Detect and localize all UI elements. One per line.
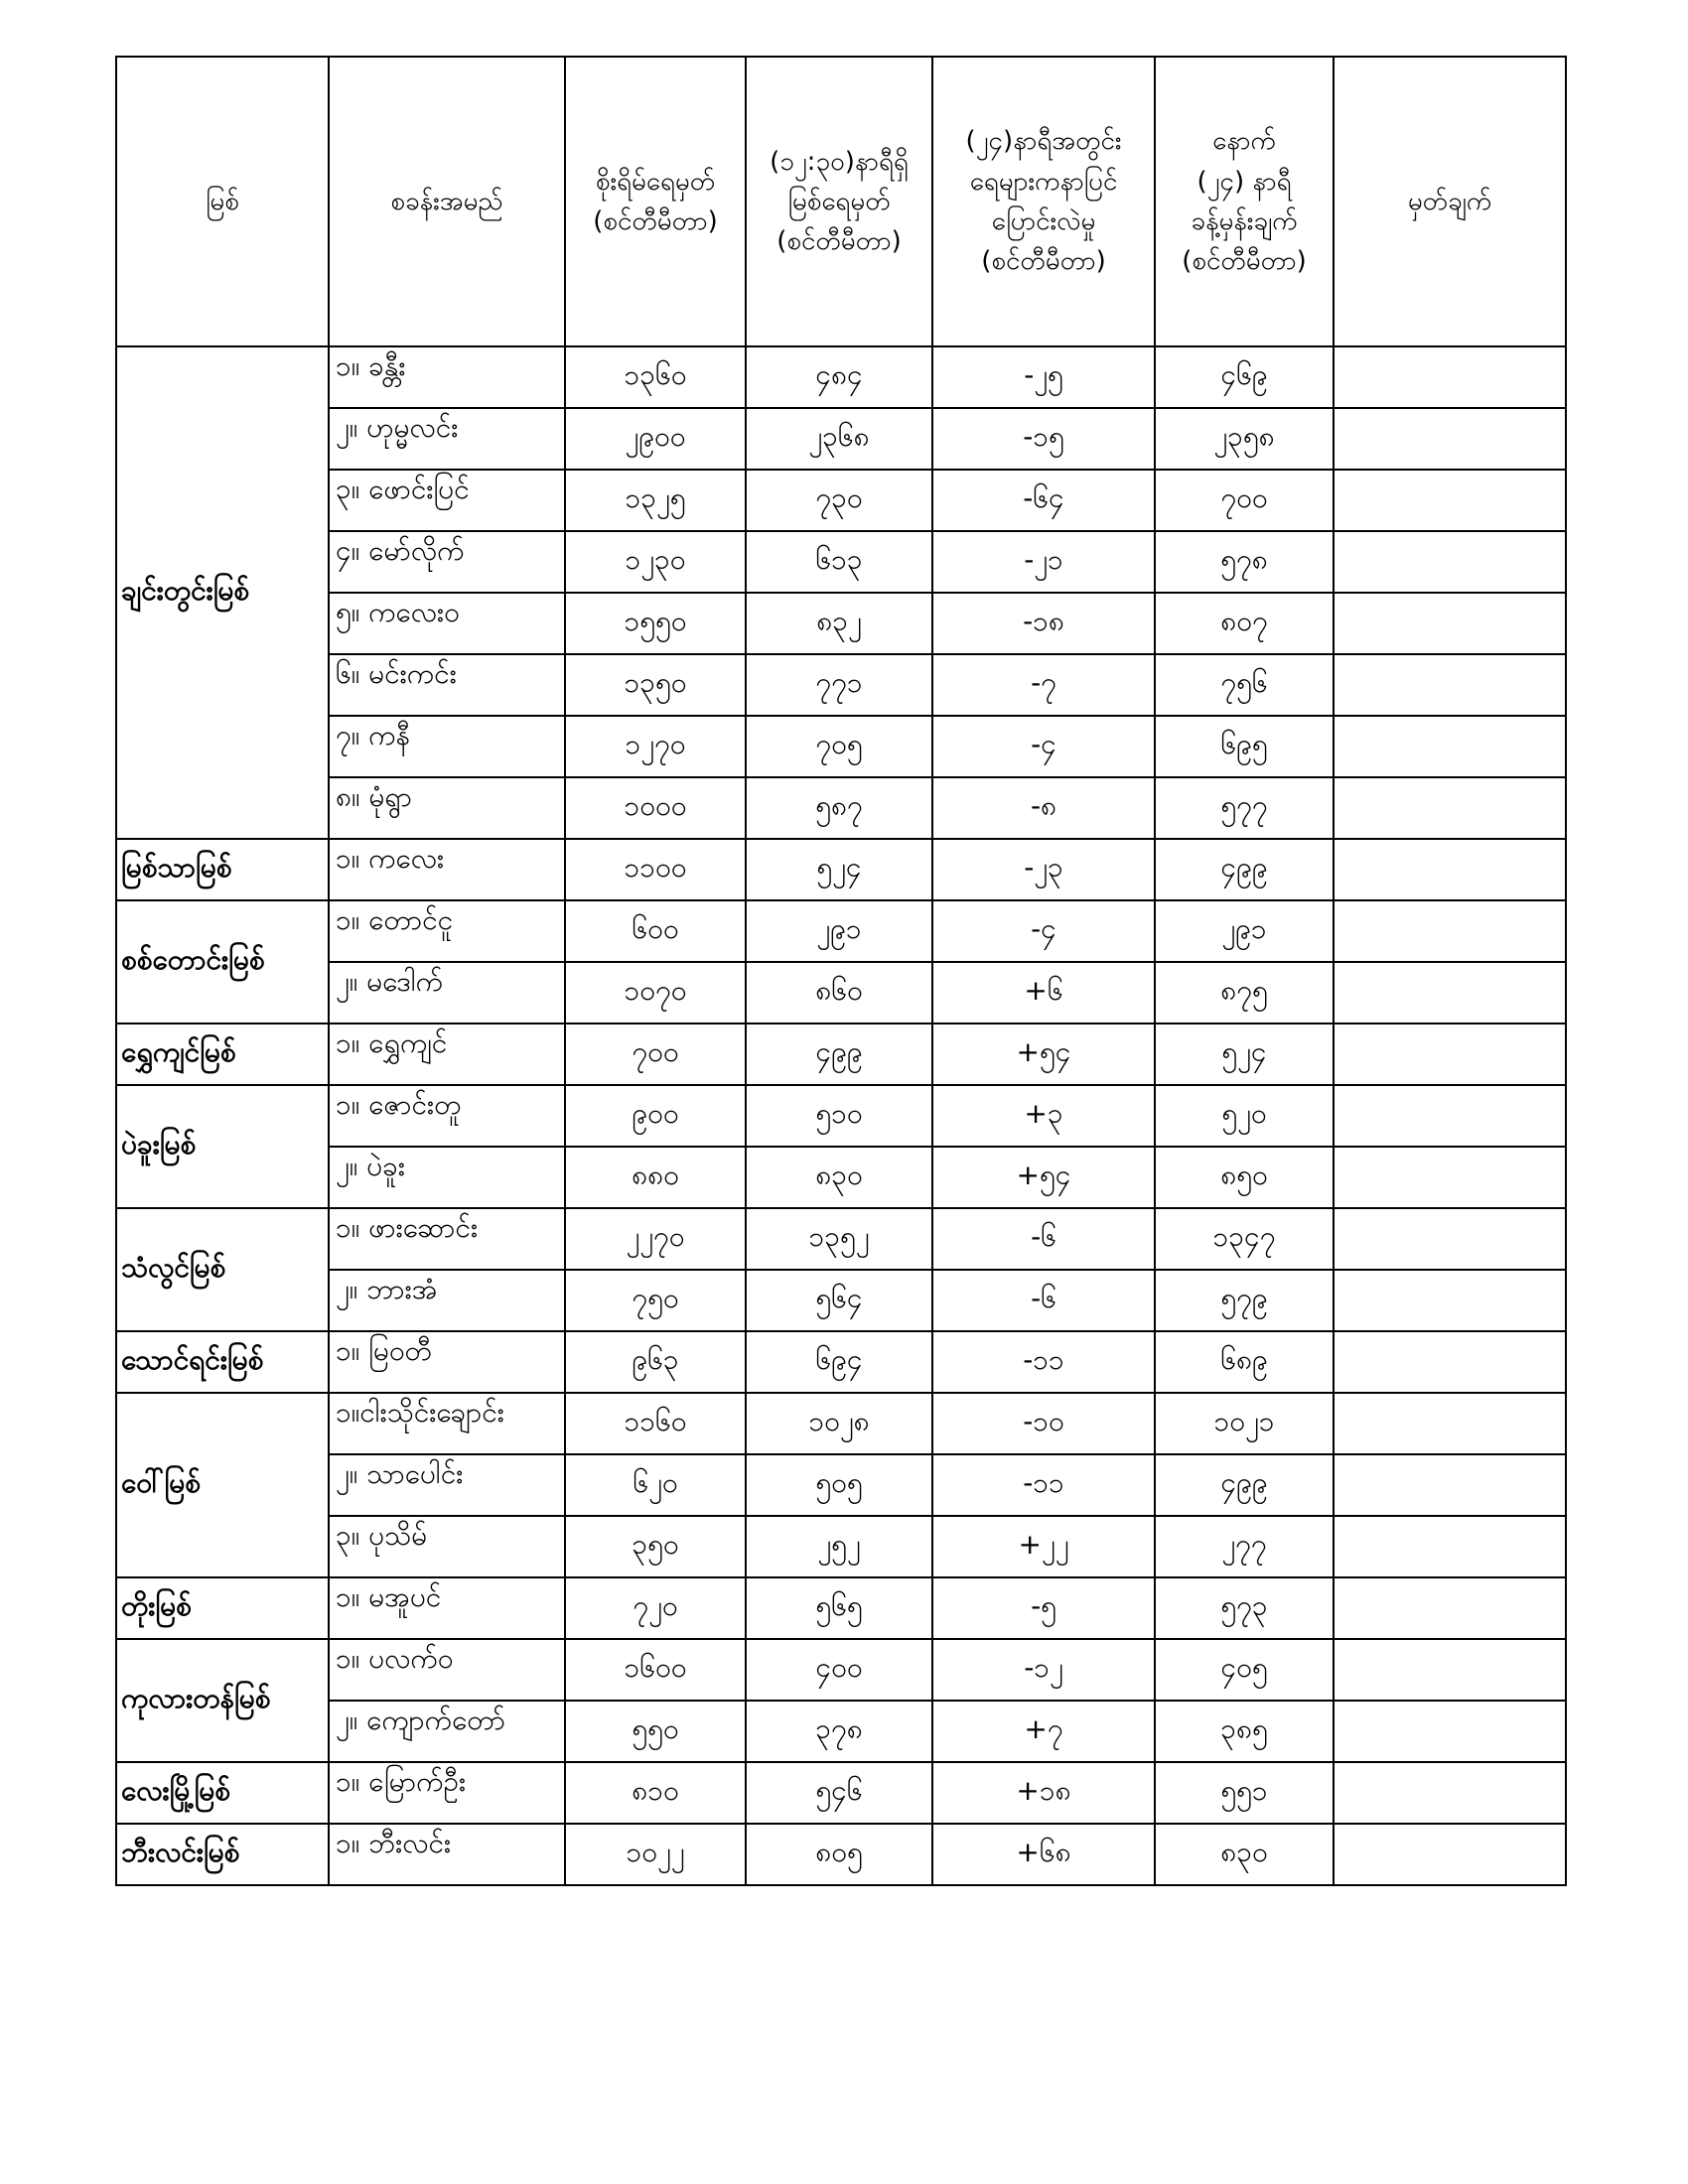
- remark-cell: [1334, 531, 1566, 593]
- change-cell: +၅၄: [932, 1147, 1155, 1208]
- header-station: [329, 57, 565, 346]
- header-line: နောက်: [1212, 126, 1276, 157]
- header-line: စခန်းအမည်: [390, 186, 503, 216]
- current-level-cell: ၂၉၁: [746, 900, 932, 962]
- header-line: ခန့်မှန်းချက်: [1191, 206, 1298, 236]
- header-line: မြစ်ရေမှတ်: [787, 186, 891, 216]
- header-line: မှတ်ချက်: [1407, 186, 1492, 216]
- remark-cell: [1334, 839, 1566, 900]
- header-line: စိုးရိမ်ရေမှတ်: [595, 166, 716, 197]
- change-cell: -၆: [932, 1208, 1155, 1270]
- river-name: ကုလားတန်မြစ်: [116, 1639, 329, 1762]
- station-name: ၁။ ဇောင်းတူ: [329, 1085, 565, 1147]
- danger-level-cell: ၁၂၇၀: [565, 716, 746, 777]
- current-level-cell: ၇၃၀: [746, 470, 932, 531]
- danger-level-cell: ၆၂၀: [565, 1454, 746, 1516]
- table-row: [116, 1270, 1566, 1331]
- current-level-cell: ၄၉၉: [746, 1024, 932, 1085]
- station-name: ၁။ ရွှေကျင်: [329, 1024, 565, 1085]
- change-cell: -၁၅: [932, 408, 1155, 470]
- current-level-cell: ၈၀၅: [746, 1824, 932, 1885]
- station-name: ၁။ ပလက်ဝ: [329, 1639, 565, 1701]
- danger-level-cell: ၉၆၃: [565, 1331, 746, 1393]
- table-row: [116, 1516, 1566, 1577]
- remark-cell: [1334, 1454, 1566, 1516]
- change-cell: -၁၂: [932, 1639, 1155, 1701]
- station-name: ၅။ ကလေးဝ: [329, 593, 565, 654]
- table-row: [116, 1331, 1566, 1393]
- table-row: [116, 1393, 1566, 1454]
- river-name: လေးမြို့မြစ်: [116, 1762, 329, 1824]
- danger-level-cell: ၁၀၀၀: [565, 777, 746, 839]
- station-name: ၇။ ကနီ: [329, 716, 565, 777]
- station-name: ၃။ ဖောင်းပြင်: [329, 470, 565, 531]
- current-level-cell: ၂၃၆၈: [746, 408, 932, 470]
- header-line: (စင်တီမီတာ): [981, 246, 1106, 277]
- river-name: တိုးမြစ်: [116, 1577, 329, 1639]
- current-level-cell: ၁၃၅၂: [746, 1208, 932, 1270]
- change-cell: +၁၈: [932, 1762, 1155, 1824]
- danger-level-cell: ၇၀၀: [565, 1024, 746, 1085]
- river-name: ပဲခူးမြစ်: [116, 1085, 329, 1208]
- table-row: [116, 1701, 1566, 1762]
- change-cell: +၂၂: [932, 1516, 1155, 1577]
- change-cell: -၇: [932, 654, 1155, 716]
- header-line: ပြောင်းလဲမှု: [991, 206, 1096, 236]
- remark-cell: [1334, 1147, 1566, 1208]
- forecast-cell: ၅၇၃: [1155, 1577, 1334, 1639]
- station-name: ၂။ ဟုမ္မလင်း: [329, 408, 565, 470]
- danger-level-cell: ၁၃၂၅: [565, 470, 746, 531]
- remark-cell: [1334, 654, 1566, 716]
- table-row: [116, 346, 1566, 408]
- table-row: [116, 654, 1566, 716]
- remark-cell: [1334, 777, 1566, 839]
- current-level-cell: ၆၁၃: [746, 531, 932, 593]
- danger-level-cell: ၆၀၀: [565, 900, 746, 962]
- danger-level-cell: ၁၅၅၀: [565, 593, 746, 654]
- forecast-cell: ၄၆၉: [1155, 346, 1334, 408]
- remark-cell: [1334, 408, 1566, 470]
- current-level-cell: ၈၃၀: [746, 1147, 932, 1208]
- station-name: ၁။ မြောက်ဦး: [329, 1762, 565, 1824]
- table-row: [116, 900, 1566, 962]
- current-level-cell: ၅၄၆: [746, 1762, 932, 1824]
- current-level-cell: ၈၆၀: [746, 962, 932, 1024]
- remark-cell: [1334, 716, 1566, 777]
- current-level-cell: ၈၃၂: [746, 593, 932, 654]
- danger-level-cell: ၁၆၀၀: [565, 1639, 746, 1701]
- danger-level-cell: ၂၉၀၀: [565, 408, 746, 470]
- current-level-cell: ၅၁၀: [746, 1085, 932, 1147]
- station-name: ၂။ ပဲခူး: [329, 1147, 565, 1208]
- forecast-cell: ၄၉၉: [1155, 839, 1334, 900]
- change-cell: -၆: [932, 1270, 1155, 1331]
- table-row: [116, 1085, 1566, 1147]
- danger-level-cell: ၉၀၀: [565, 1085, 746, 1147]
- current-level-cell: ၅၆၅: [746, 1577, 932, 1639]
- remark-cell: [1334, 593, 1566, 654]
- remark-cell: [1334, 1024, 1566, 1085]
- remark-cell: [1334, 1639, 1566, 1701]
- current-level-cell: ၇၇၁: [746, 654, 932, 716]
- station-name: ၈။ မုံရွာ: [329, 777, 565, 839]
- station-name: ၃။ ပုသိမ်: [329, 1516, 565, 1577]
- river-name: သောင်ရင်းမြစ်: [116, 1331, 329, 1393]
- river-name: သံလွင်မြစ်: [116, 1208, 329, 1331]
- table-row: [116, 1208, 1566, 1270]
- forecast-cell: ၂၉၁: [1155, 900, 1334, 962]
- change-cell: -၁၈: [932, 593, 1155, 654]
- change-cell: +၆၈: [932, 1824, 1155, 1885]
- table-row: [116, 777, 1566, 839]
- danger-level-cell: ၃၅၀: [565, 1516, 746, 1577]
- station-name: ၂။ သာပေါင်း: [329, 1454, 565, 1516]
- remark-cell: [1334, 1701, 1566, 1762]
- table-row: [116, 962, 1566, 1024]
- forecast-cell: ၅၂၀: [1155, 1085, 1334, 1147]
- current-level-cell: ၄၀၀: [746, 1639, 932, 1701]
- danger-level-cell: ၁၁၆၀: [565, 1393, 746, 1454]
- header-line: (စင်တီမီတာ): [593, 206, 718, 236]
- danger-level-cell: ၁၁၀၀: [565, 839, 746, 900]
- danger-level-cell: ၂၂၇၀: [565, 1208, 746, 1270]
- current-level-cell: ၄၈၄: [746, 346, 932, 408]
- header-danger-level: [565, 57, 746, 346]
- river-name: ဝေါ်မြစ်: [116, 1393, 329, 1577]
- remark-cell: [1334, 1393, 1566, 1454]
- header-line: (၂၄)နာရီအတွင်း: [965, 126, 1122, 157]
- station-name: ၂။ ဘားအံ: [329, 1270, 565, 1331]
- remark-cell: [1334, 1516, 1566, 1577]
- station-name: ၂။ မဒေါက်: [329, 962, 565, 1024]
- forecast-cell: ၁၃၄၇: [1155, 1208, 1334, 1270]
- station-name: ၁။ ကလေး: [329, 839, 565, 900]
- header-line: (၂၄) နာရီ: [1196, 166, 1292, 197]
- header-line: မြစ်: [206, 186, 239, 216]
- river-name: ဘီးလင်းမြစ်: [116, 1824, 329, 1885]
- forecast-cell: ၃၈၅: [1155, 1701, 1334, 1762]
- station-name: ၁။ငါးသိုင်းချောင်း: [329, 1393, 565, 1454]
- danger-level-cell: ၅၅၀: [565, 1701, 746, 1762]
- current-level-cell: ၂၅၂: [746, 1516, 932, 1577]
- forecast-cell: ၄၉၉: [1155, 1454, 1334, 1516]
- danger-level-cell: ၁၀၇၀: [565, 962, 746, 1024]
- current-level-cell: ၇၀၅: [746, 716, 932, 777]
- current-level-cell: ၅၈၇: [746, 777, 932, 839]
- current-level-cell: ၃၇၈: [746, 1701, 932, 1762]
- forecast-cell: ၅၇၇: [1155, 777, 1334, 839]
- station-name: ၂။ ကျောက်တော်: [329, 1701, 565, 1762]
- remark-cell: [1334, 470, 1566, 531]
- change-cell: +၃: [932, 1085, 1155, 1147]
- station-name: ၁။ ခန္တီး: [329, 346, 565, 408]
- change-cell: -၁၁: [932, 1331, 1155, 1393]
- table-row: [116, 531, 1566, 593]
- water-level-table: [115, 56, 1567, 1886]
- table-row: [116, 1639, 1566, 1701]
- danger-level-cell: ၁၃၆၀: [565, 346, 746, 408]
- forecast-cell: ၆၉၅: [1155, 716, 1334, 777]
- header-river: [116, 57, 329, 346]
- station-name: ၁။ မြဝတီ: [329, 1331, 565, 1393]
- header-line: (၁၂:၃၀)နာရီရှိ: [770, 146, 909, 177]
- forecast-cell: ၈၇၅: [1155, 962, 1334, 1024]
- station-name: ၄။ မော်လိုက်: [329, 531, 565, 593]
- remark-cell: [1334, 1577, 1566, 1639]
- current-level-cell: ၅၆၄: [746, 1270, 932, 1331]
- forecast-cell: ၂၃၅၈: [1155, 408, 1334, 470]
- header-line: (စင်တီမီတာ): [1182, 246, 1307, 277]
- current-level-cell: ၅၀၅: [746, 1454, 932, 1516]
- forecast-cell: ၂၇၇: [1155, 1516, 1334, 1577]
- change-cell: -၂၅: [932, 346, 1155, 408]
- forecast-cell: ၅၅၁: [1155, 1762, 1334, 1824]
- change-cell: -၂၃: [932, 839, 1155, 900]
- change-cell: -၆၄: [932, 470, 1155, 531]
- station-name: ၁။ မအူပင်: [329, 1577, 565, 1639]
- remark-cell: [1334, 1331, 1566, 1393]
- change-cell: -၂၁: [932, 531, 1155, 593]
- forecast-cell: ၅၂၄: [1155, 1024, 1334, 1085]
- danger-level-cell: ၈၈၀: [565, 1147, 746, 1208]
- forecast-cell: ၇၀၀: [1155, 470, 1334, 531]
- remark-cell: [1334, 1208, 1566, 1270]
- river-name: စစ်တောင်းမြစ်: [116, 900, 329, 1024]
- remark-cell: [1334, 1270, 1566, 1331]
- table-row: [116, 1762, 1566, 1824]
- table-row: [116, 470, 1566, 531]
- table-row: [116, 1024, 1566, 1085]
- remark-cell: [1334, 1085, 1566, 1147]
- remark-cell: [1334, 1762, 1566, 1824]
- change-cell: -၁၁: [932, 1454, 1155, 1516]
- change-cell: +၅၄: [932, 1024, 1155, 1085]
- change-cell: +၇: [932, 1701, 1155, 1762]
- danger-level-cell: ၇၂၀: [565, 1577, 746, 1639]
- forecast-cell: ၄၀၅: [1155, 1639, 1334, 1701]
- table-row: [116, 1577, 1566, 1639]
- station-name: ၁။ တောင်ငူ: [329, 900, 565, 962]
- danger-level-cell: ၈၁၀: [565, 1762, 746, 1824]
- table-body: [116, 346, 1566, 1885]
- change-cell: -၁၀: [932, 1393, 1155, 1454]
- danger-level-cell: ၁၂၃၀: [565, 531, 746, 593]
- forecast-cell: ၇၅၆: [1155, 654, 1334, 716]
- forecast-cell: ၁၀၂၁: [1155, 1393, 1334, 1454]
- remark-cell: [1334, 900, 1566, 962]
- river-name: မြစ်သာမြစ်: [116, 839, 329, 900]
- current-level-cell: ၁၀၂၈: [746, 1393, 932, 1454]
- header-line: ရေများကနာပြင်: [969, 166, 1118, 197]
- river-name: ချင်းတွင်းမြစ်: [116, 346, 329, 839]
- remark-cell: [1334, 346, 1566, 408]
- table-row: [116, 408, 1566, 470]
- header-current-level: [746, 57, 932, 346]
- change-cell: +၆: [932, 962, 1155, 1024]
- table-row: [116, 1454, 1566, 1516]
- forecast-cell: ၅၇၉: [1155, 1270, 1334, 1331]
- station-name: ၆။ မင်းကင်း: [329, 654, 565, 716]
- remark-cell: [1334, 1824, 1566, 1885]
- header-24h-change: [932, 57, 1155, 346]
- table-row: [116, 593, 1566, 654]
- header-line: (စင်တီမီတာ): [776, 226, 902, 257]
- station-name: ၁။ ဖားဆောင်း: [329, 1208, 565, 1270]
- danger-level-cell: ၁၀၂၂: [565, 1824, 746, 1885]
- table-row: [116, 716, 1566, 777]
- change-cell: -၄: [932, 716, 1155, 777]
- forecast-cell: ၈၀၇: [1155, 593, 1334, 654]
- remark-cell: [1334, 962, 1566, 1024]
- table-row: [116, 1147, 1566, 1208]
- station-name: ၁။ ဘီးလင်း: [329, 1824, 565, 1885]
- table-row: [116, 839, 1566, 900]
- header-remark: [1334, 57, 1566, 346]
- danger-level-cell: ၁၃၅၀: [565, 654, 746, 716]
- forecast-cell: ၅၇၈: [1155, 531, 1334, 593]
- change-cell: -၅: [932, 1577, 1155, 1639]
- table-row: [116, 1824, 1566, 1885]
- header-row: [116, 57, 1566, 346]
- current-level-cell: ၆၉၄: [746, 1331, 932, 1393]
- forecast-cell: ၈၃၀: [1155, 1824, 1334, 1885]
- forecast-cell: ၆၈၉: [1155, 1331, 1334, 1393]
- change-cell: -၈: [932, 777, 1155, 839]
- danger-level-cell: ၇၅၀: [565, 1270, 746, 1331]
- change-cell: -၄: [932, 900, 1155, 962]
- current-level-cell: ၅၂၄: [746, 839, 932, 900]
- header-forecast: [1155, 57, 1334, 346]
- forecast-cell: ၈၅၀: [1155, 1147, 1334, 1208]
- river-name: ရွှေကျင်မြစ်: [116, 1024, 329, 1085]
